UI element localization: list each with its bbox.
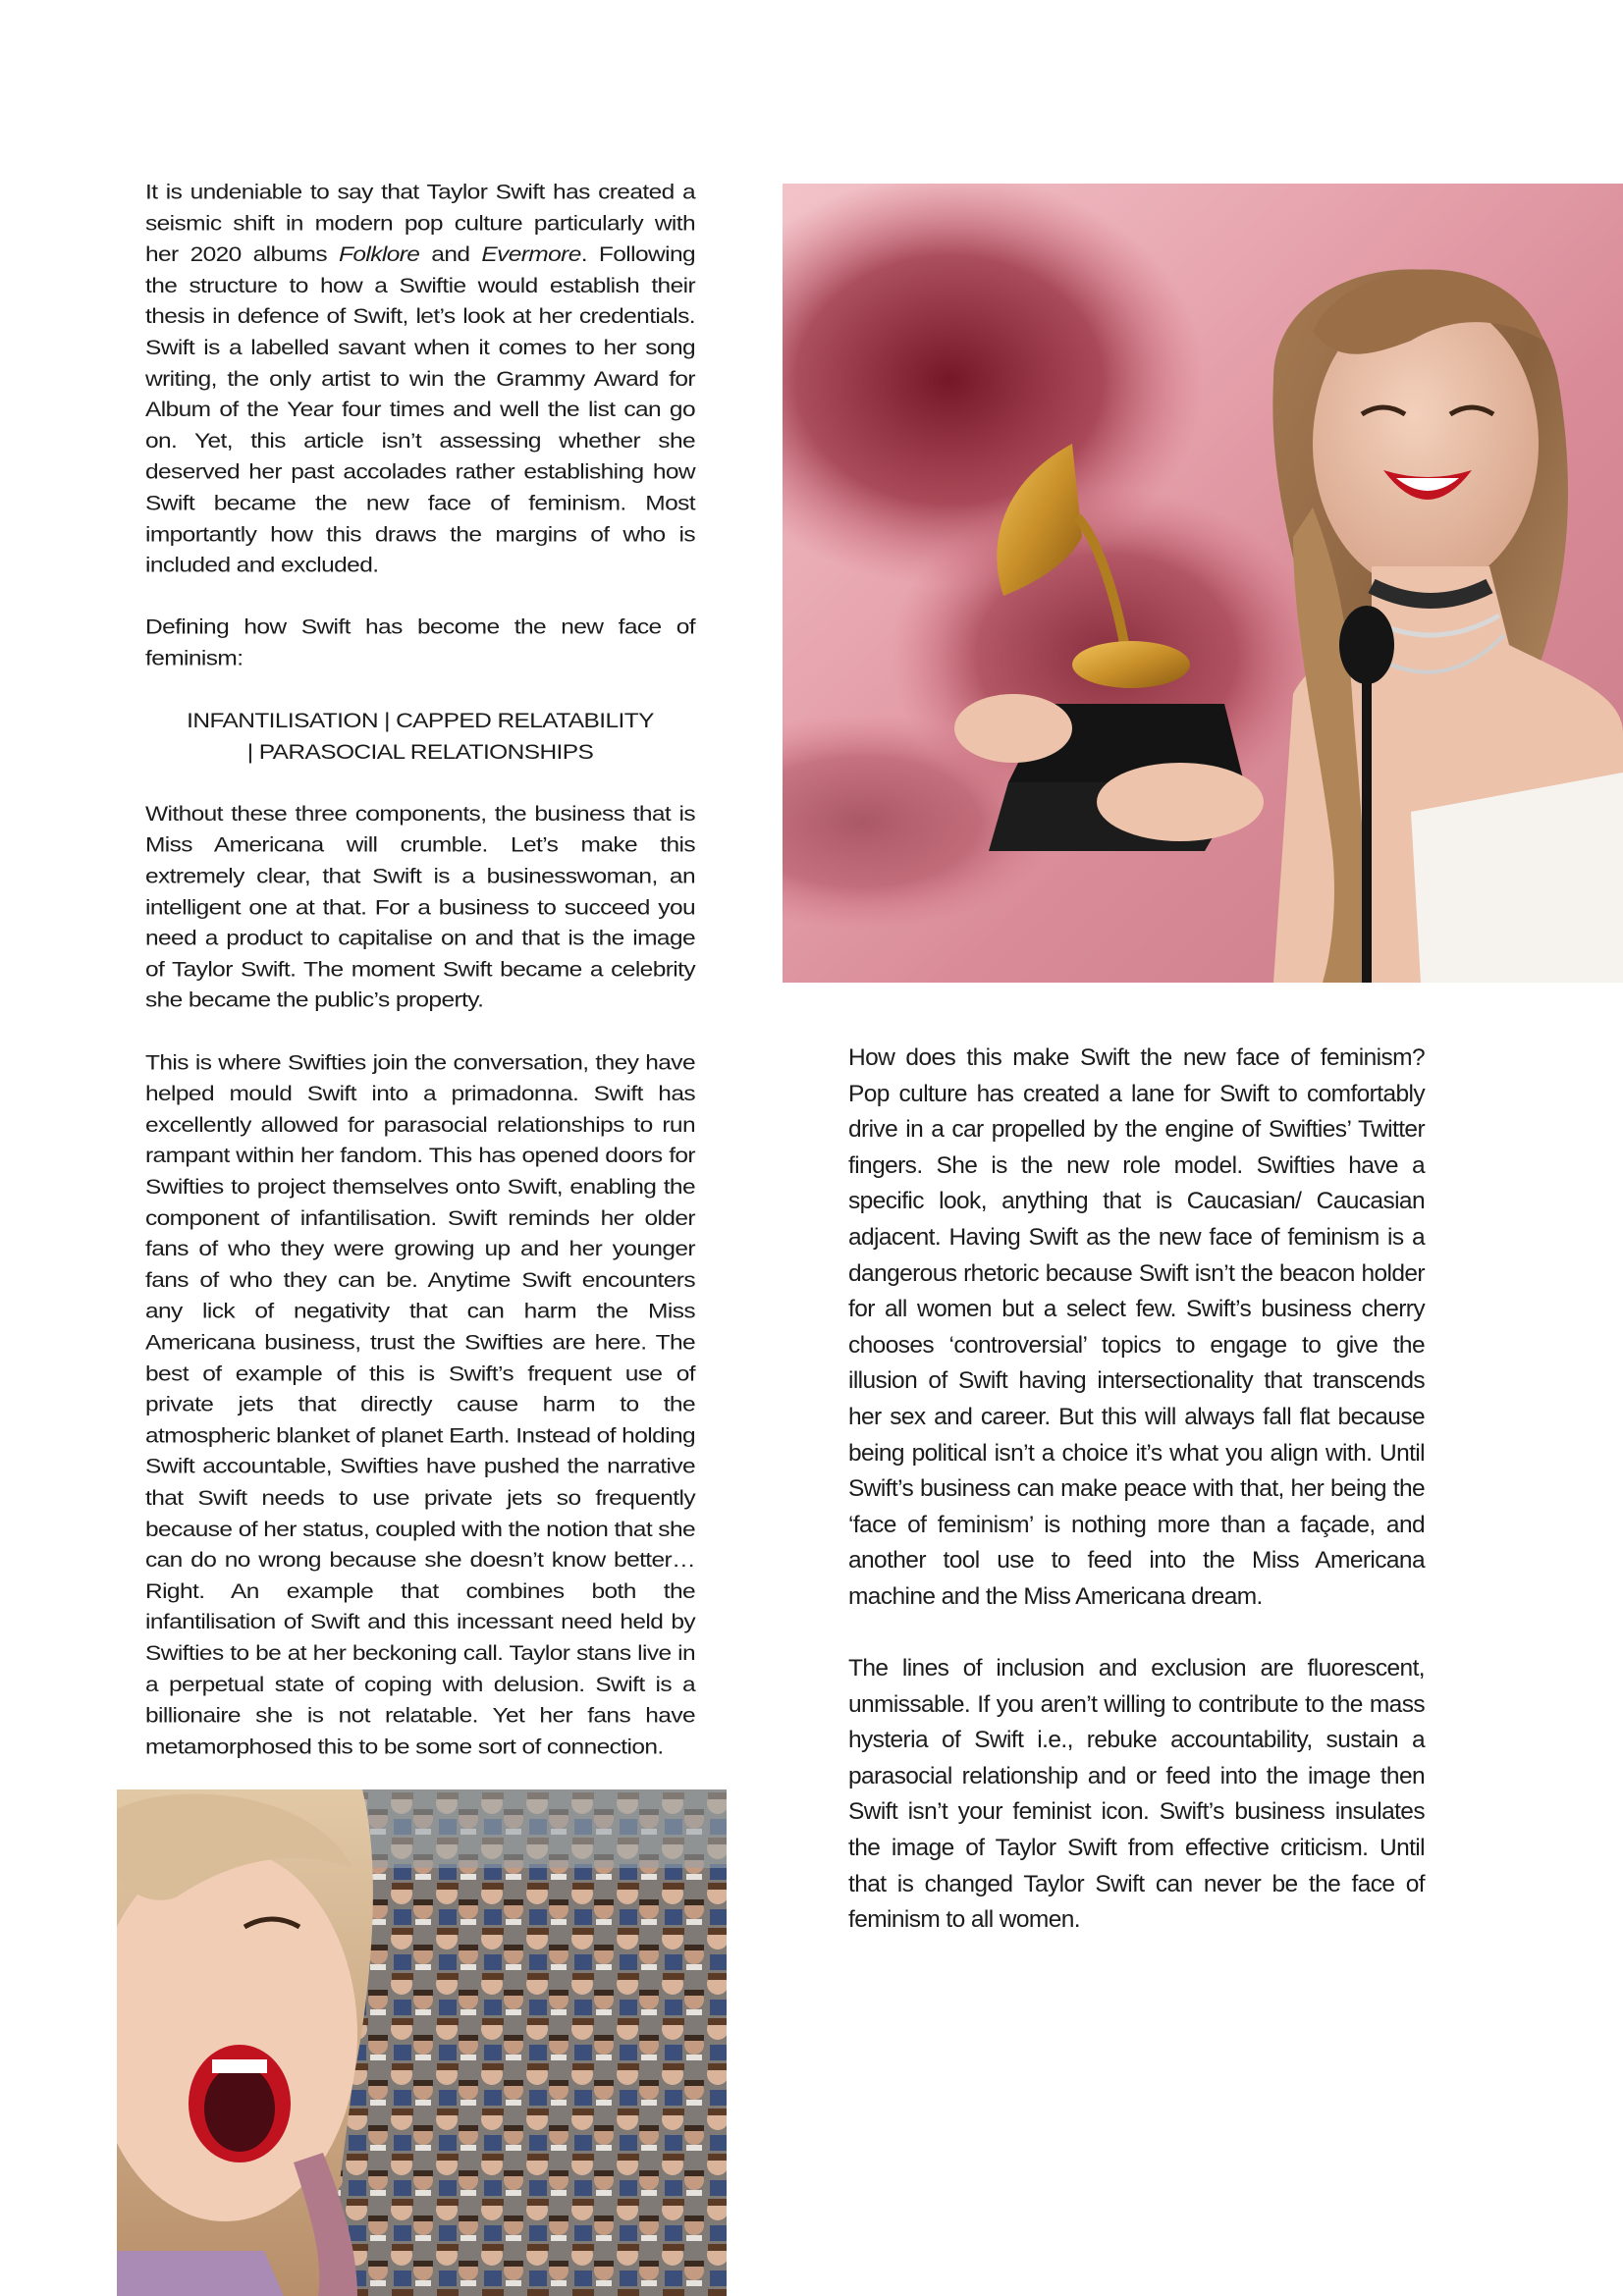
fan-selfie-photo: [117, 1789, 727, 2296]
grammy-award-photo: [783, 184, 1623, 983]
feminism-paragraph: How does this make Swift the new face of feminism? Pop culture has created a lane for Swift to comfortably drive in a car propelled by the engine of Swifties’ Twitter fingers. She is the new role model. Swifties have a specific look, anything that is Caucasian/ Caucasian adjacent. Having Swift as the new face of feminism is a dangerous rhetoric because Swift isn’t the beacon holder for all women but a select few. Swift’s business cherry chooses ‘controversial’ topics to engage to give the illusion of Swift having intersectionality that transcends her sex and career. But this will always fall flat because being political isn’t a choice it’s what you align with. Until Swift’s business can make peace with that, her being the ‘face of feminism’ is nothing more than a façade, and another tool use to feed into the Miss Americana machine and the Miss Americana dream.: [848, 1044, 1425, 1610]
conclusion-paragraph: The lines of inclusion and exclusion are fluorescent, unmissable. If you aren’t willing to contribute to the mass hysteria of Swift i.e., rebuke accountability, sustain a parasocial relationship and or feed into the image then Swift isn’t your feminist icon. Swift’s business insulates the image of Taylor Swift from effective criticism. Until that is changed Taylor Swift can never be the face of feminism to all women.: [848, 1655, 1425, 1934]
grammy-photo-illustration: [783, 184, 1623, 983]
selfie-illustration: [117, 1789, 727, 2296]
business-paragraph: Without these three components, the business that is Miss Americana will crumble. Let’s make this extremely clear, that Swift is a businesswoman, an intelligent one at that. For a business to succeed you need a product to capitalise on and that is the image of Taylor Swift. The moment Swift became a celebrity she became the public’s property.: [145, 802, 695, 1013]
right-column: [848, 1041, 1425, 1939]
left-column: [145, 178, 695, 1763]
swifties-paragraph: This is where Swifties join the conversation, they have helped mould Swift into a primadonna. Swift has excellently allowed for parasocial relationships to run rampant within her fandom. This has opened doors for Swifties to project themselves onto Swift, enabling the component of infantilisation. Swift reminds her older fans of who they were growing up and her younger fans of who they can be. Anytime Swift encounters any lick of negativity that can harm the Miss Americana business, trust the Swifties are here. The best of example of this is Swift’s frequent use of private jets that directly cause harm to the atmospheric blanket of planet Earth. Instead of holding Swift accountable, Swifties have pushed the narrative that Swift needs to use private jets so frequently because of her status, coupled with the notion that she can do no wrong because she doesn’t know better… Right. An example that combines both the infantilisation of Swift and this incessant need held by Swifties to be at her beckoning call. Taylor stans live in a perpetual state of coping with delusion. Swift is a billionaire she is not relatable. Yet her fans have metamorphosed this to be some sort of connection.: [145, 1051, 695, 1759]
album-title-evermore: Evermore: [481, 242, 581, 267]
intro-paragraph: It is undeniable to say that Taylor Swift has created a seismic shift in modern pop culture particularly with her 2020 albums Folklore and Evermore. Following the structure to how a Swiftie would establish their thesis in defence of Swift, let’s look at her credentials. Swift is a labelled savant when it comes to her song writing, the only artist to win the Grammy Award for Album of the Year four times and well the list can go on. Yet, this article isn’t assessing whether she deserved her past accolades rather establishing how Swift became the new face of feminism. Most importantly how this draws the margins of who is included and excluded.: [145, 181, 695, 577]
album-title-folklore: Folklore: [338, 242, 420, 267]
definition-lead: Defining how Swift has become the new face of feminism:: [145, 615, 695, 670]
components-heading: INFANTILISATION | CAPPED RELATABILITY | PARASOCIAL RELATIONSHIPS: [187, 709, 654, 764]
